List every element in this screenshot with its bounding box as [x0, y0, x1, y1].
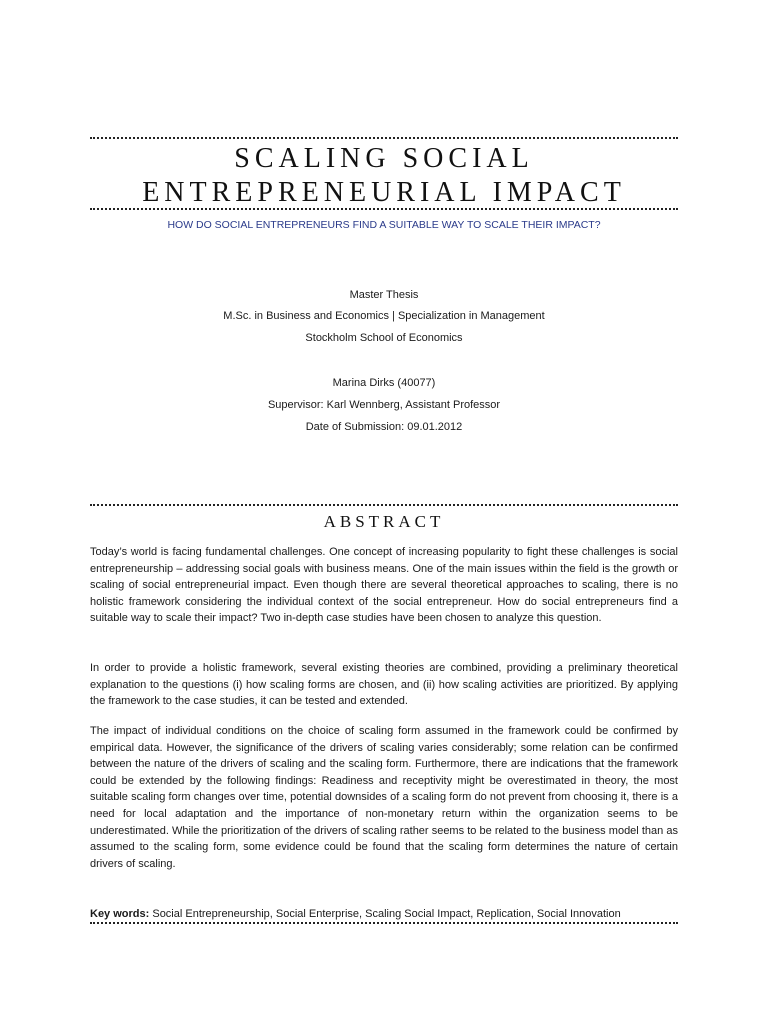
- subtitle: HOW DO SOCIAL ENTREPRENEURS FIND A SUITABLE WAY TO SCALE THEIR IMPACT?: [167, 219, 601, 231]
- abstract-paragraph-3: The impact of individual conditions on the choice of scaling form assumed in the framework could be confirmed by empirical data. However, the significance of the drivers of scaling varies considerably; some relation can be confirmed between the nature of the drivers of scaling and the scaling form. Furthermore, there are indications that the framework could be extended by the following findings: Readiness and receptivity might be overestimated in theory, the most suitable scaling form changes over time, potential downsides of a scaling form do not prevent from choosing it, there is a need for local adaptation and the importance of non-monetary return within the organization seems to be underestimated. While the prioritization of the drivers of scaling rather seems to be related to the business model than as assumed to the scaling form, some evidence could be found that the scaling form determines the nature of certain drivers of scaling.: [90, 725, 678, 870]
- keywords-label: Key words:: [90, 908, 150, 920]
- keywords-line: [90, 907, 678, 921]
- bottom-rule: [90, 922, 678, 924]
- abstract-paragraph-1: Today’s world is facing fundamental challenges. One concept of increasing popularity to fight these challenges is social entrepreneurship – addressing social goals with business means. One of the main issues within the field is the growth or scaling of social entrepreneurial impact. Even though there are several theoretical approaches to scaling, there is no holistic framework considering the individual context of the social entrepreneur. How do social entrepreneurs find a suitable way to scale their impact? Two in-depth case studies have been chosen to analyze this question.: [90, 546, 678, 625]
- title-bottom-rule: [90, 208, 678, 210]
- abstract-top-rule: [90, 504, 678, 506]
- supervisor-line: Supervisor: Karl Wennberg, Assistant Professor: [267, 399, 501, 411]
- submission-date-line: Date of Submission: 09.01.2012: [305, 421, 463, 433]
- abstract-heading: ABSTRACT: [323, 512, 445, 531]
- title-line-1: SCALING SOCIAL: [234, 143, 534, 174]
- top-rule: [90, 137, 678, 139]
- degree-line: M.Sc. in Business and Economics | Specialization in Management: [223, 310, 545, 322]
- school-line: Stockholm School of Economics: [305, 332, 463, 344]
- keywords-text: Social Entrepreneurship, Social Enterprise, Scaling Social Impact, Replication, Social Innovation: [149, 908, 621, 920]
- author-line: Marina Dirks (40077): [332, 377, 436, 389]
- abstract-paragraph-2: In order to provide a holistic framework, several existing theories are combined, providing a preliminary theoretical explanation to the questions (i) how scaling forms are chosen, and (ii) how scaling activities are prioritized. By applying the framework to the case studies, it can be tested and extended.: [90, 662, 678, 708]
- title-line-2: ENTREPRENEURIAL IMPACT: [142, 177, 626, 208]
- thesis-type: Master Thesis: [349, 289, 419, 301]
